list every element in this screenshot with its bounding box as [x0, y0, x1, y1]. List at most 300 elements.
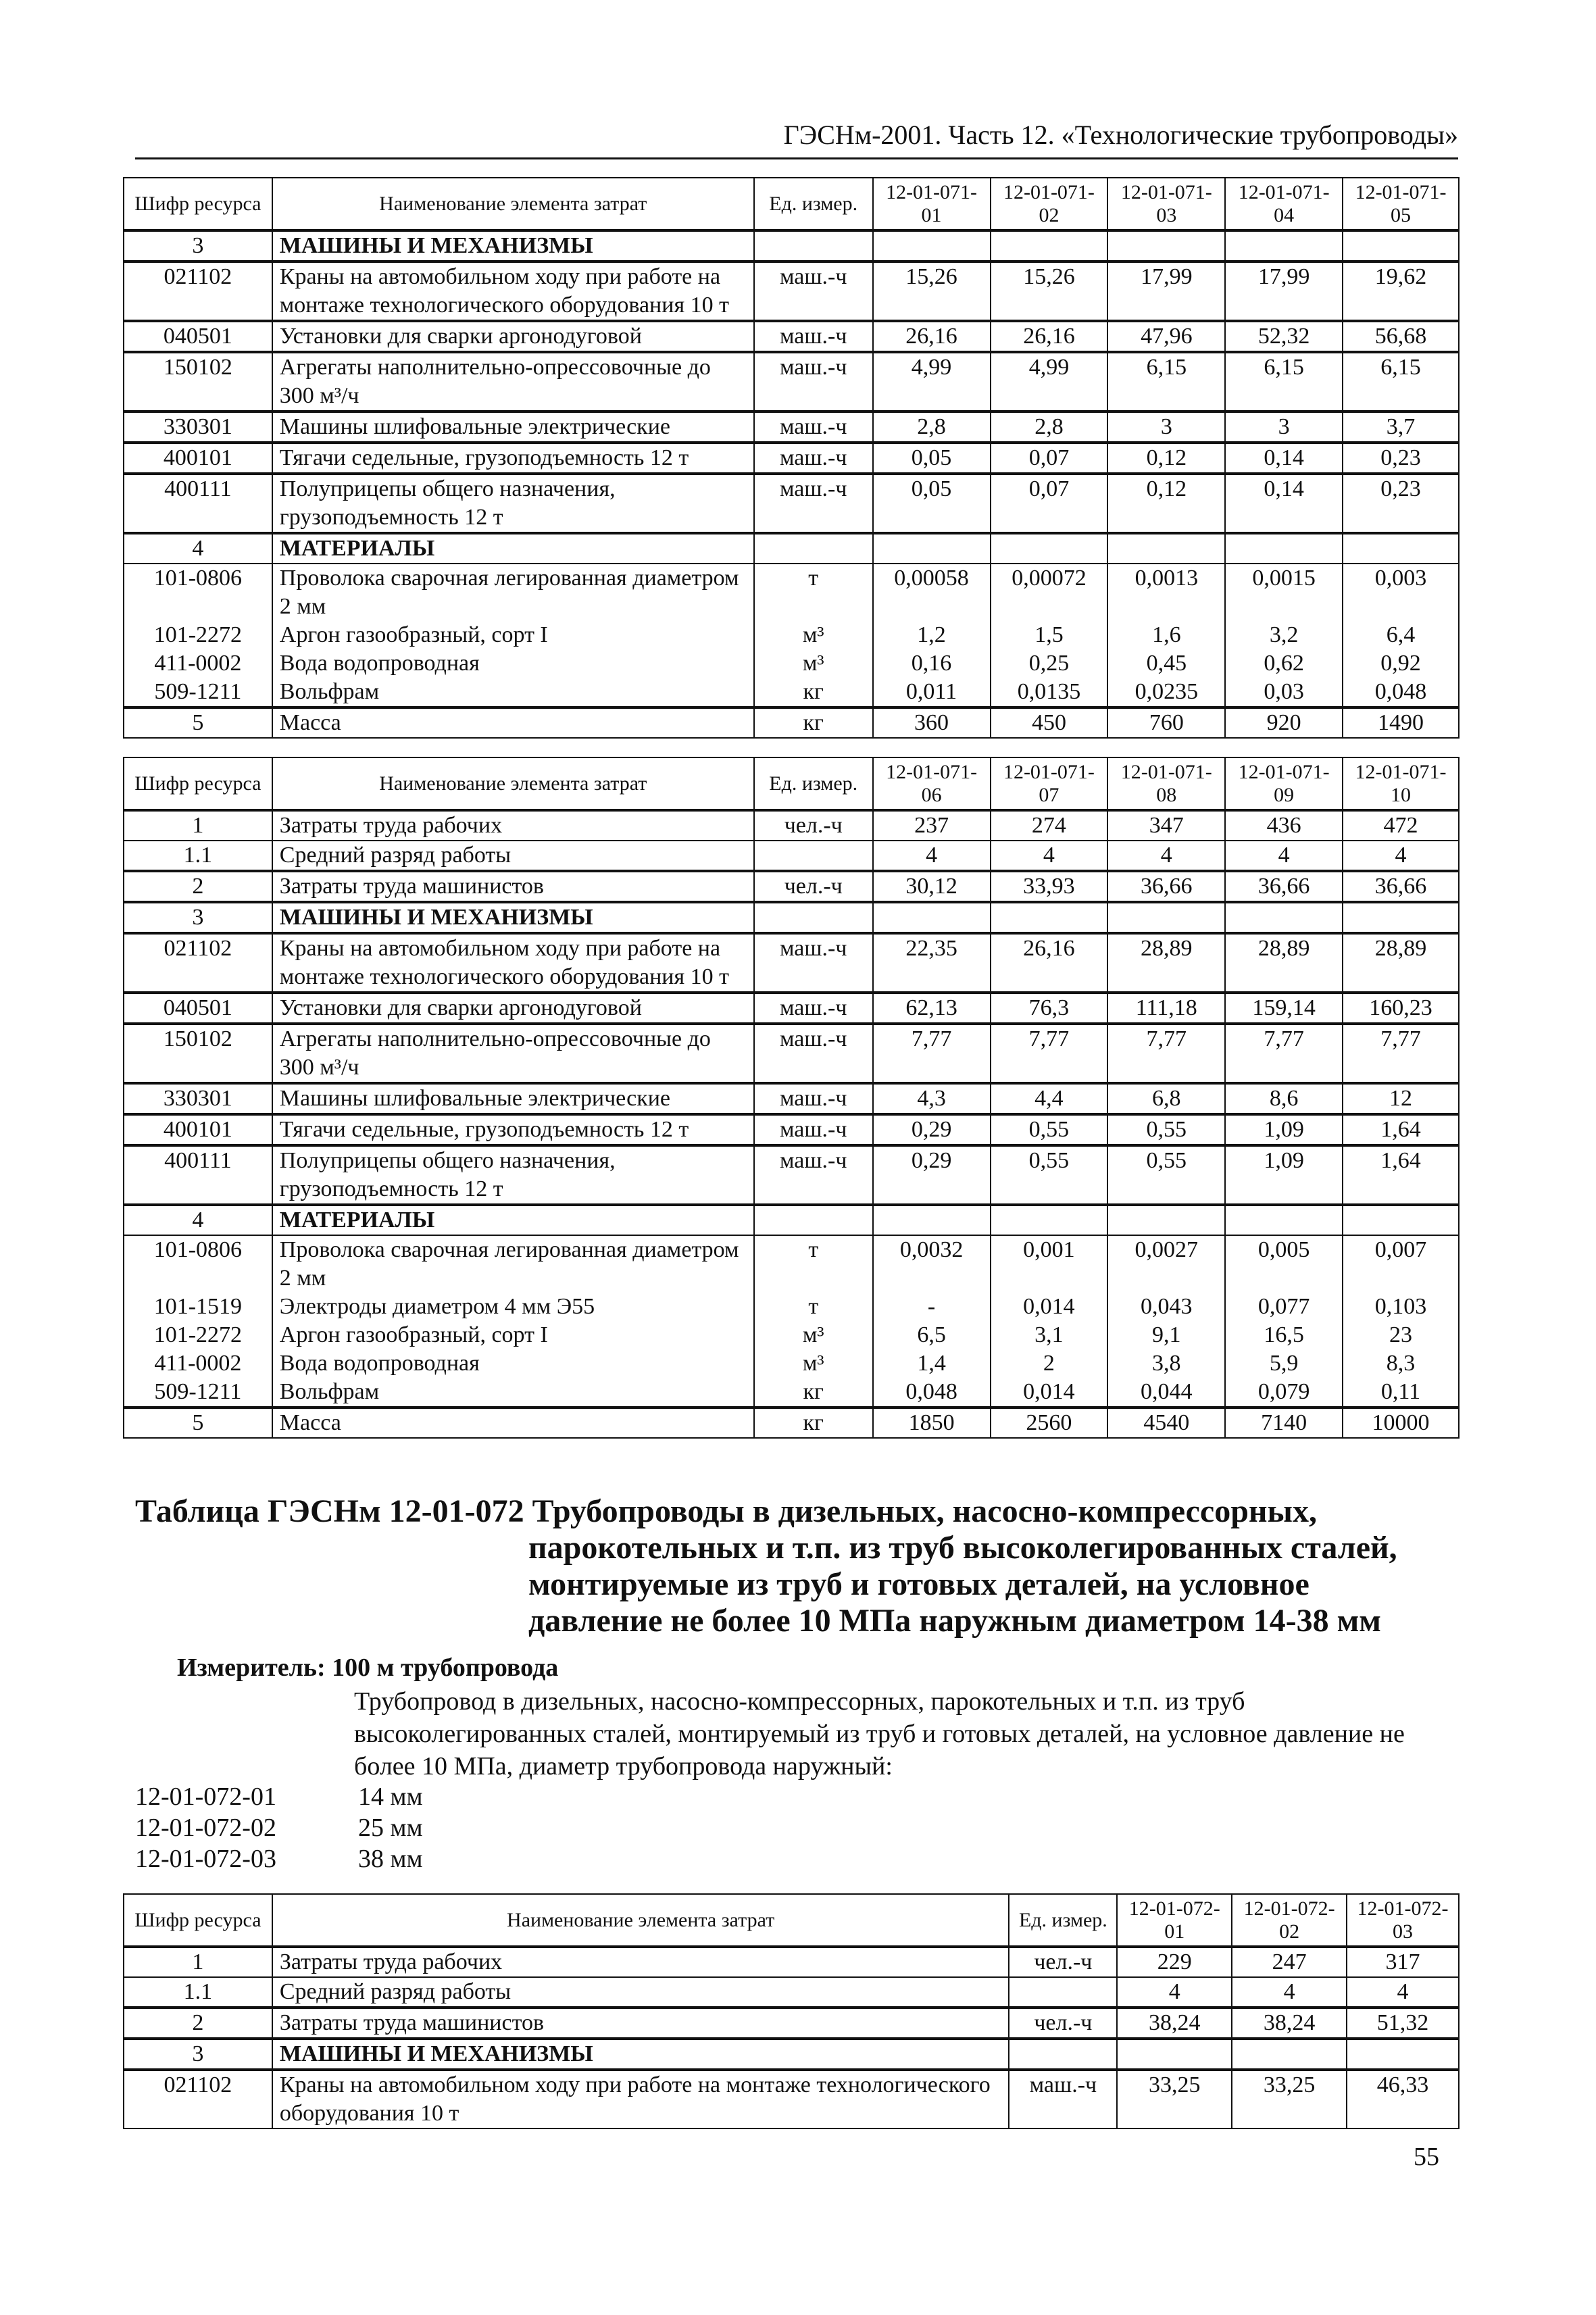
resource-code: 021102: [124, 262, 272, 321]
section-description: Трубопровод в дизельных, насосно-компрессорных, парокотельных и т.п. из труб высоколегированных сталей, монтируемый из труб и готовых деталей, на условное давление не более 10 МПа, диаметр трубопровода наружный:: [354, 1687, 1405, 1781]
col-header-variant: 12-01-071-02: [991, 178, 1108, 230]
unit-of-measure: маш.-ч: [754, 1083, 873, 1114]
norm-value: [991, 230, 1108, 262]
cost-element-name: Установки для сварки аргонодуговой: [272, 321, 754, 352]
col-header-unit: Ед. измер.: [754, 178, 873, 230]
norm-value: 0,048: [873, 1378, 991, 1408]
resource-code: 509-1211: [124, 1378, 272, 1408]
norm-value: 0,16: [873, 649, 991, 678]
norm-value: 317: [1347, 1947, 1459, 1977]
norm-value: 23: [1343, 1321, 1459, 1349]
table-row: [124, 2039, 1459, 2070]
norm-value: 1,4: [873, 1349, 991, 1378]
norm-value: [873, 533, 991, 564]
norm-value: 0,23: [1343, 443, 1459, 474]
norm-value: 0,05: [873, 443, 991, 474]
table-row: [124, 621, 1459, 649]
table-row: [124, 230, 1459, 262]
cost-element-name: Краны на автомобильном ходу при работе на монтаже технологического оборудования 10 т: [272, 262, 754, 321]
table-row: [124, 1205, 1459, 1235]
norm-value: 237: [873, 810, 991, 841]
unit-of-measure: маш.-ч: [754, 443, 873, 474]
variant-list: [135, 1781, 423, 1874]
norm-value: 0,07: [991, 474, 1108, 533]
unit-of-measure: маш.-ч: [754, 474, 873, 533]
unit-of-measure: м³: [754, 1349, 873, 1378]
table-row: [124, 871, 1459, 902]
header-title: ГЭСНм-2001. Часть 12. «Технологические трубопроводы»: [783, 120, 1458, 150]
unit-of-measure: чел.-ч: [754, 871, 873, 902]
resource-code: 1: [124, 810, 272, 841]
resource-code: 5: [124, 1408, 272, 1438]
resource-code: 1: [124, 1947, 272, 1977]
table-row: [124, 810, 1459, 841]
cost-element-name: МАШИНЫ И МЕХАНИЗМЫ: [272, 230, 754, 262]
cost-element-name: Затраты труда машинистов: [272, 2008, 1009, 2039]
norm-value: 247: [1232, 1947, 1347, 1977]
norm-value: 33,93: [991, 871, 1108, 902]
resource-code: 101-2272: [124, 621, 272, 649]
title-line: монтируемые из труб и готовых деталей, на условное: [528, 1566, 1310, 1602]
cost-element-name: Средний разряд работы: [272, 841, 754, 871]
cost-element-name: Масса: [272, 1408, 754, 1438]
table-row: [124, 1235, 1459, 1293]
variant-code: 12-01-072-02: [135, 1814, 276, 1842]
norm-value: 26,16: [991, 321, 1108, 352]
unit-of-measure: маш.-ч: [754, 993, 873, 1024]
norm-value: 0,007: [1343, 1235, 1459, 1293]
table-row: [124, 1024, 1459, 1083]
norm-value: 0,043: [1107, 1293, 1225, 1321]
norm-value: 38,24: [1232, 2008, 1347, 2039]
norm-value: [1107, 230, 1225, 262]
norm-value: 19,62: [1343, 262, 1459, 321]
unit-of-measure: кг: [754, 678, 873, 707]
resource-code: 101-2272: [124, 1321, 272, 1349]
resource-code: 150102: [124, 352, 272, 412]
cost-element-name: Тягачи седельные, грузоподъемность 12 т: [272, 443, 754, 474]
variant-row: [135, 1812, 423, 1843]
norm-value: 472: [1343, 810, 1459, 841]
norm-value: 6,15: [1107, 352, 1225, 412]
norm-value: 4: [1343, 841, 1459, 871]
norm-value: 17,99: [1107, 262, 1225, 321]
norm-value: 1850: [873, 1408, 991, 1438]
norm-value: 760: [1107, 707, 1225, 738]
norm-value: 0,14: [1225, 443, 1343, 474]
resource-code: 411-0002: [124, 649, 272, 678]
norm-value: 4,99: [991, 352, 1108, 412]
unit-of-measure: т: [754, 1235, 873, 1293]
resource-code: 2: [124, 2008, 272, 2039]
norm-value: 38,24: [1117, 2008, 1232, 2039]
norm-value: 4,4: [991, 1083, 1108, 1114]
unit-of-measure: чел.-ч: [1009, 2008, 1117, 2039]
resource-code: 040501: [124, 321, 272, 352]
variant-diameter: 38 мм: [358, 1845, 423, 1873]
norm-value: 6,15: [1225, 352, 1343, 412]
norm-value: 160,23: [1343, 993, 1459, 1024]
unit-of-measure: маш.-ч: [754, 1145, 873, 1205]
resource-code: 1.1: [124, 1977, 272, 2008]
norm-value: 0,0032: [873, 1235, 991, 1293]
norm-value: 0,55: [1107, 1114, 1225, 1145]
resource-code: 3: [124, 2039, 272, 2070]
table-row: [124, 902, 1459, 933]
norm-value: 0,0015: [1225, 564, 1343, 621]
norm-value: [991, 533, 1108, 564]
norm-value: 3,2: [1225, 621, 1343, 649]
norm-value: [1107, 1205, 1225, 1235]
norm-value: 0,014: [991, 1378, 1108, 1408]
col-header-variant: 12-01-071-01: [873, 178, 991, 230]
norm-value: 3: [1107, 412, 1225, 443]
norm-value: 0,12: [1107, 474, 1225, 533]
table-row: [124, 1145, 1459, 1205]
cost-element-name: Полуприцепы общего назначения, грузоподъемность 12 т: [272, 474, 754, 533]
norm-value: 450: [991, 707, 1108, 738]
unit-of-measure: м³: [754, 649, 873, 678]
norm-value: 10000: [1343, 1408, 1459, 1438]
norm-value: 7,77: [991, 1024, 1108, 1083]
table-row: [124, 1293, 1459, 1321]
norm-value: 1,5: [991, 621, 1108, 649]
cost-element-name: Вольфрам: [272, 678, 754, 707]
norm-value: 33,25: [1117, 2070, 1232, 2129]
norm-value: [1225, 1205, 1343, 1235]
norm-value: 28,89: [1343, 933, 1459, 993]
unit-of-measure: [1009, 2039, 1117, 2070]
norm-value: 7,77: [1343, 1024, 1459, 1083]
col-header-name: Наименование элемента затрат: [272, 757, 754, 810]
norm-value: 0,14: [1225, 474, 1343, 533]
norm-value: 15,26: [873, 262, 991, 321]
col-header-code: Шифр ресурса: [124, 757, 272, 810]
table-row: [124, 678, 1459, 707]
norm-value: 347: [1107, 810, 1225, 841]
col-header-variant: 12-01-071-09: [1225, 757, 1343, 810]
resource-code: 040501: [124, 993, 272, 1024]
variant-row: [135, 1843, 423, 1874]
col-header-variant: 12-01-071-10: [1343, 757, 1459, 810]
norm-value: 274: [991, 810, 1108, 841]
norm-value: 4: [873, 841, 991, 871]
norm-value: 1,09: [1225, 1145, 1343, 1205]
norm-value: 0,55: [1107, 1145, 1225, 1205]
norm-value: [1117, 2039, 1232, 2070]
col-header-variant: 12-01-071-07: [991, 757, 1108, 810]
cost-element-name: Аргон газообразный, сорт I: [272, 621, 754, 649]
norm-value: 1,2: [873, 621, 991, 649]
norm-value: [1347, 2039, 1459, 2070]
norm-value: 229: [1117, 1947, 1232, 1977]
norm-value: [991, 1205, 1108, 1235]
norm-value: 0,005: [1225, 1235, 1343, 1293]
resource-code: 101-1519: [124, 1293, 272, 1321]
table-row: [124, 412, 1459, 443]
norm-value: 12: [1343, 1083, 1459, 1114]
resource-code: 4: [124, 533, 272, 564]
norm-value: 0,003: [1343, 564, 1459, 621]
norm-value: 920: [1225, 707, 1343, 738]
norm-value: [1343, 230, 1459, 262]
title-line: давление не более 10 МПа наружным диаметром 14-38 мм: [528, 1603, 1381, 1639]
norm-value: 56,68: [1343, 321, 1459, 352]
norm-value: 0,11: [1343, 1378, 1459, 1408]
table-row: [124, 443, 1459, 474]
norm-value: 0,014: [991, 1293, 1108, 1321]
resource-code: 3: [124, 902, 272, 933]
unit-of-measure: т: [754, 564, 873, 621]
variant-diameter: 25 мм: [358, 1814, 423, 1842]
table-row: [124, 2070, 1459, 2129]
norm-value: 0,92: [1343, 649, 1459, 678]
norm-value: 111,18: [1107, 993, 1225, 1024]
norm-value: 360: [873, 707, 991, 738]
table-row: [124, 649, 1459, 678]
table-row: [124, 707, 1459, 738]
variant-row: [135, 1781, 423, 1812]
table-row: [124, 262, 1459, 321]
page-number: 55: [1414, 2143, 1439, 2171]
table-row: [124, 1349, 1459, 1378]
col-header-unit: Ед. измер.: [754, 757, 873, 810]
unit-of-measure: маш.-ч: [754, 321, 873, 352]
resource-code: 150102: [124, 1024, 272, 1083]
cost-element-name: Вода водопроводная: [272, 649, 754, 678]
norm-value: 6,8: [1107, 1083, 1225, 1114]
norm-value: 0,0135: [991, 678, 1108, 707]
cost-element-name: Затраты труда машинистов: [272, 871, 754, 902]
norm-value: 47,96: [1107, 321, 1225, 352]
title-line: парокотельных и т.п. из труб высоколегированных сталей,: [528, 1530, 1397, 1566]
unit-of-measure: [1009, 1977, 1117, 2008]
cost-element-name: Вода водопроводная: [272, 1349, 754, 1378]
norm-value: 0,55: [991, 1114, 1108, 1145]
table-row: [124, 1977, 1459, 2008]
norm-value: 7,77: [1107, 1024, 1225, 1083]
norm-value: 26,16: [991, 933, 1108, 993]
cost-element-name: Машины шлифовальные электрические: [272, 412, 754, 443]
norm-value: 30,12: [873, 871, 991, 902]
unit-of-measure: чел.-ч: [754, 810, 873, 841]
norm-value: 2,8: [991, 412, 1108, 443]
norm-value: 4: [1107, 841, 1225, 871]
norm-value: 1,6: [1107, 621, 1225, 649]
norm-value: 46,33: [1347, 2070, 1459, 2129]
table-row: [124, 352, 1459, 412]
col-header-variant: 12-01-071-04: [1225, 178, 1343, 230]
cost-element-name: Машины шлифовальные электрические: [272, 1083, 754, 1114]
norm-value: 28,89: [1225, 933, 1343, 993]
norm-value: 0,62: [1225, 649, 1343, 678]
unit-of-measure: т: [754, 1293, 873, 1321]
cost-element-name: Аргон газообразный, сорт I: [272, 1321, 754, 1349]
norm-value: [873, 902, 991, 933]
unit-of-measure: кг: [754, 1408, 873, 1438]
norm-value: 3,8: [1107, 1349, 1225, 1378]
col-header-variant: 12-01-071-08: [1107, 757, 1225, 810]
norm-value: 8,6: [1225, 1083, 1343, 1114]
resource-code: 1.1: [124, 841, 272, 871]
cost-element-name: Электроды диаметром 4 мм Э55: [272, 1293, 754, 1321]
norm-value: 51,32: [1347, 2008, 1459, 2039]
norm-value: 52,32: [1225, 321, 1343, 352]
norm-value: 0,079: [1225, 1378, 1343, 1408]
measure-unit: Измеритель: 100 м трубопровода: [177, 1653, 559, 1682]
cost-element-name: Полуприцепы общего назначения, грузоподъемность 12 т: [272, 1145, 754, 1205]
norm-value: 1490: [1343, 707, 1459, 738]
unit-of-measure: [754, 841, 873, 871]
norm-value: 4540: [1107, 1408, 1225, 1438]
norm-value: 4: [1347, 1977, 1459, 2008]
cost-element-name: Масса: [272, 707, 754, 738]
table-row: [124, 993, 1459, 1024]
page-header: [135, 111, 1458, 159]
norm-value: 0,55: [991, 1145, 1108, 1205]
unit-of-measure: [754, 230, 873, 262]
resource-code: 400111: [124, 1145, 272, 1205]
unit-of-measure: маш.-ч: [754, 1114, 873, 1145]
col-header-variant: 12-01-071-05: [1343, 178, 1459, 230]
norm-value: 62,13: [873, 993, 991, 1024]
norm-value: 2560: [991, 1408, 1108, 1438]
resource-code: 101-0806: [124, 564, 272, 621]
unit-of-measure: м³: [754, 1321, 873, 1349]
norm-value: 6,5: [873, 1321, 991, 1349]
section-title: [135, 1493, 1460, 1639]
norm-value: 8,3: [1343, 1349, 1459, 1378]
unit-of-measure: чел.-ч: [1009, 1947, 1117, 1977]
norm-value: 16,5: [1225, 1321, 1343, 1349]
resource-table-071-06-10: [123, 757, 1460, 1439]
cost-element-name: Краны на автомобильном ходу при работе на монтаже технологического оборудования 10 т: [272, 933, 754, 993]
norm-value: 7140: [1225, 1408, 1343, 1438]
col-header-code: Шифр ресурса: [124, 178, 272, 230]
unit-of-measure: маш.-ч: [754, 262, 873, 321]
norm-value: 0,0235: [1107, 678, 1225, 707]
norm-value: [1107, 902, 1225, 933]
cost-element-name: Затраты труда рабочих: [272, 810, 754, 841]
col-header-code: Шифр ресурса: [124, 1894, 272, 1947]
unit-of-measure: кг: [754, 707, 873, 738]
norm-value: 0,001: [991, 1235, 1108, 1293]
norm-value: 0,044: [1107, 1378, 1225, 1408]
norm-value: 0,103: [1343, 1293, 1459, 1321]
resource-code: 2: [124, 871, 272, 902]
col-header-variant: 12-01-072-01: [1117, 1894, 1232, 1947]
resource-code: 509-1211: [124, 678, 272, 707]
resource-code: 400101: [124, 1114, 272, 1145]
col-header-name: Наименование элемента затрат: [272, 178, 754, 230]
norm-value: 436: [1225, 810, 1343, 841]
norm-value: 6,15: [1343, 352, 1459, 412]
norm-value: 0,05: [873, 474, 991, 533]
norm-value: 159,14: [1225, 993, 1343, 1024]
cost-element-name: МАШИНЫ И МЕХАНИЗМЫ: [272, 902, 754, 933]
unit-of-measure: м³: [754, 621, 873, 649]
cost-element-name: Краны на автомобильном ходу при работе на монтаже технологического оборудования 10 т: [272, 2070, 1009, 2129]
norm-value: 22,35: [873, 933, 991, 993]
col-header-variant: 12-01-071-06: [873, 757, 991, 810]
norm-value: 1,64: [1343, 1145, 1459, 1205]
norm-value: 28,89: [1107, 933, 1225, 993]
resource-code: 021102: [124, 933, 272, 993]
norm-value: 0,03: [1225, 678, 1343, 707]
cost-element-name: Агрегаты наполнительно-опрессовочные до 300 м³/ч: [272, 352, 754, 412]
norm-value: 2: [991, 1349, 1108, 1378]
col-header-variant: 12-01-071-03: [1107, 178, 1225, 230]
norm-value: 4: [1117, 1977, 1232, 2008]
norm-value: [1232, 2039, 1347, 2070]
cost-element-name: МАШИНЫ И МЕХАНИЗМЫ: [272, 2039, 1009, 2070]
norm-value: 4: [991, 841, 1108, 871]
norm-value: 0,23: [1343, 474, 1459, 533]
resource-table-071-01-05: [123, 177, 1460, 739]
table-row: [124, 841, 1459, 871]
variant-diameter: 14 мм: [358, 1783, 423, 1811]
cost-element-name: Проволока сварочная легированная диаметром 2 мм: [272, 564, 754, 621]
table-row: [124, 533, 1459, 564]
norm-value: [991, 902, 1108, 933]
norm-value: 3,7: [1343, 412, 1459, 443]
norm-value: 26,16: [873, 321, 991, 352]
unit-of-measure: маш.-ч: [754, 1024, 873, 1083]
unit-of-measure: [754, 1205, 873, 1235]
cost-element-name: МАТЕРИАЛЫ: [272, 1205, 754, 1235]
norm-value: 7,77: [873, 1024, 991, 1083]
norm-value: 5,9: [1225, 1349, 1343, 1378]
norm-value: 4: [1225, 841, 1343, 871]
variant-code: 12-01-072-01: [135, 1783, 276, 1811]
norm-value: 0,0027: [1107, 1235, 1225, 1293]
norm-value: 0,011: [873, 678, 991, 707]
unit-of-measure: [754, 533, 873, 564]
norm-value: 15,26: [991, 262, 1108, 321]
norm-value: [1343, 533, 1459, 564]
table-row: [124, 474, 1459, 533]
unit-of-measure: маш.-ч: [754, 352, 873, 412]
unit-of-measure: маш.-ч: [754, 412, 873, 443]
norm-value: 0,12: [1107, 443, 1225, 474]
norm-value: 0,00058: [873, 564, 991, 621]
norm-value: 6,4: [1343, 621, 1459, 649]
norm-value: 0,45: [1107, 649, 1225, 678]
norm-value: 0,29: [873, 1145, 991, 1205]
resource-code: 330301: [124, 412, 272, 443]
resource-code: 021102: [124, 2070, 272, 2129]
norm-value: 0,0013: [1107, 564, 1225, 621]
unit-of-measure: кг: [754, 1378, 873, 1408]
table-row: [124, 1947, 1459, 1977]
resource-code: 5: [124, 707, 272, 738]
norm-value: 3: [1225, 412, 1343, 443]
col-header-name: Наименование элемента затрат: [272, 1894, 1009, 1947]
norm-value: 0,29: [873, 1114, 991, 1145]
norm-value: [1225, 533, 1343, 564]
unit-of-measure: маш.-ч: [754, 933, 873, 993]
cost-element-name: МАТЕРИАЛЫ: [272, 533, 754, 564]
resource-table-072: [123, 1893, 1460, 2129]
resource-code: 411-0002: [124, 1349, 272, 1378]
resource-code: 3: [124, 230, 272, 262]
cost-element-name: Вольфрам: [272, 1378, 754, 1408]
norm-value: [1225, 230, 1343, 262]
norm-value: 4,99: [873, 352, 991, 412]
table-row: [124, 321, 1459, 352]
title-line: Таблица ГЭСНм 12-01-072 Трубопроводы в дизельных, насосно-компрессорных,: [135, 1493, 1318, 1529]
cost-element-name: Затраты труда рабочих: [272, 1947, 1009, 1977]
